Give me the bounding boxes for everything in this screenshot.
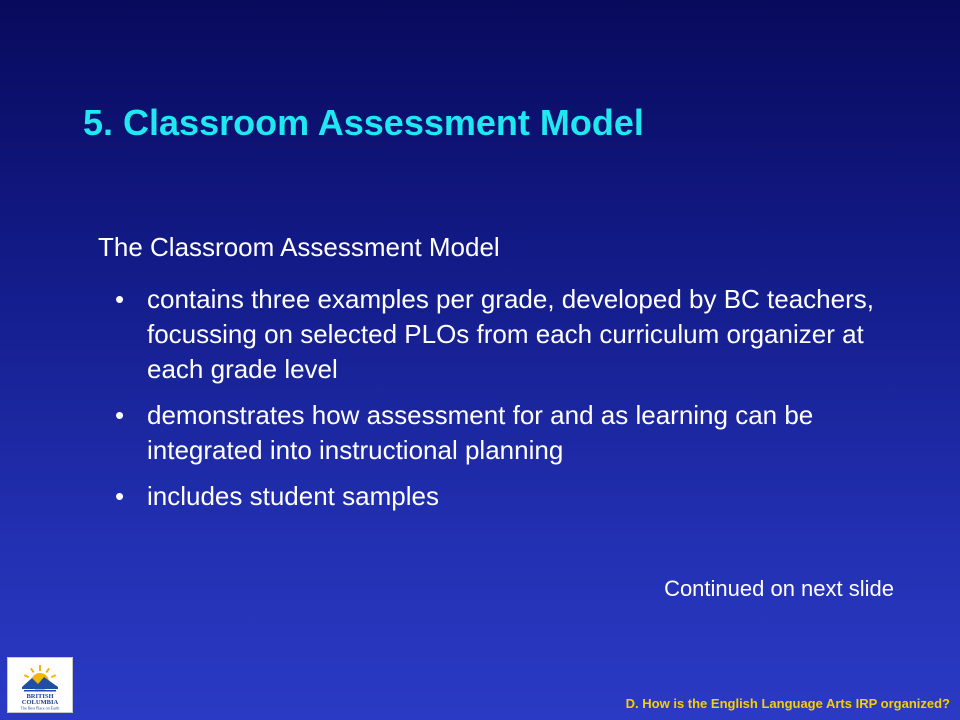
continued-note: Continued on next slide	[664, 576, 894, 601]
bullet-icon: •	[115, 400, 125, 430]
bullet-item	[115, 479, 905, 514]
bullet-list	[115, 282, 905, 525]
svg-text:The Best Place on Earth: The Best Place on Earth	[20, 705, 60, 711]
bullet-text: demonstrates how assessment for and as learning can be integrated into instructional planning	[147, 400, 814, 465]
bullet-item	[115, 398, 905, 468]
bullet-icon: •	[115, 284, 125, 314]
british-columbia-logo	[7, 657, 73, 713]
bullet-icon: •	[115, 481, 125, 511]
footer-note: D. How is the English Language Arts IRP organized?	[625, 696, 950, 711]
svg-text:BRITISH: BRITISH	[26, 693, 54, 700]
intro-text: The Classroom Assessment Model	[98, 232, 500, 262]
bullet-text: contains three examples per grade, developed by BC teachers, focussing on selected PLOs from each curriculum organizer at each grade level	[147, 284, 874, 384]
bullet-item	[115, 282, 905, 387]
svg-text:COLUMBIA: COLUMBIA	[21, 699, 59, 706]
bullet-text: includes student samples	[147, 481, 439, 511]
slide-title: 5. Classroom Assessment Model	[83, 102, 644, 143]
